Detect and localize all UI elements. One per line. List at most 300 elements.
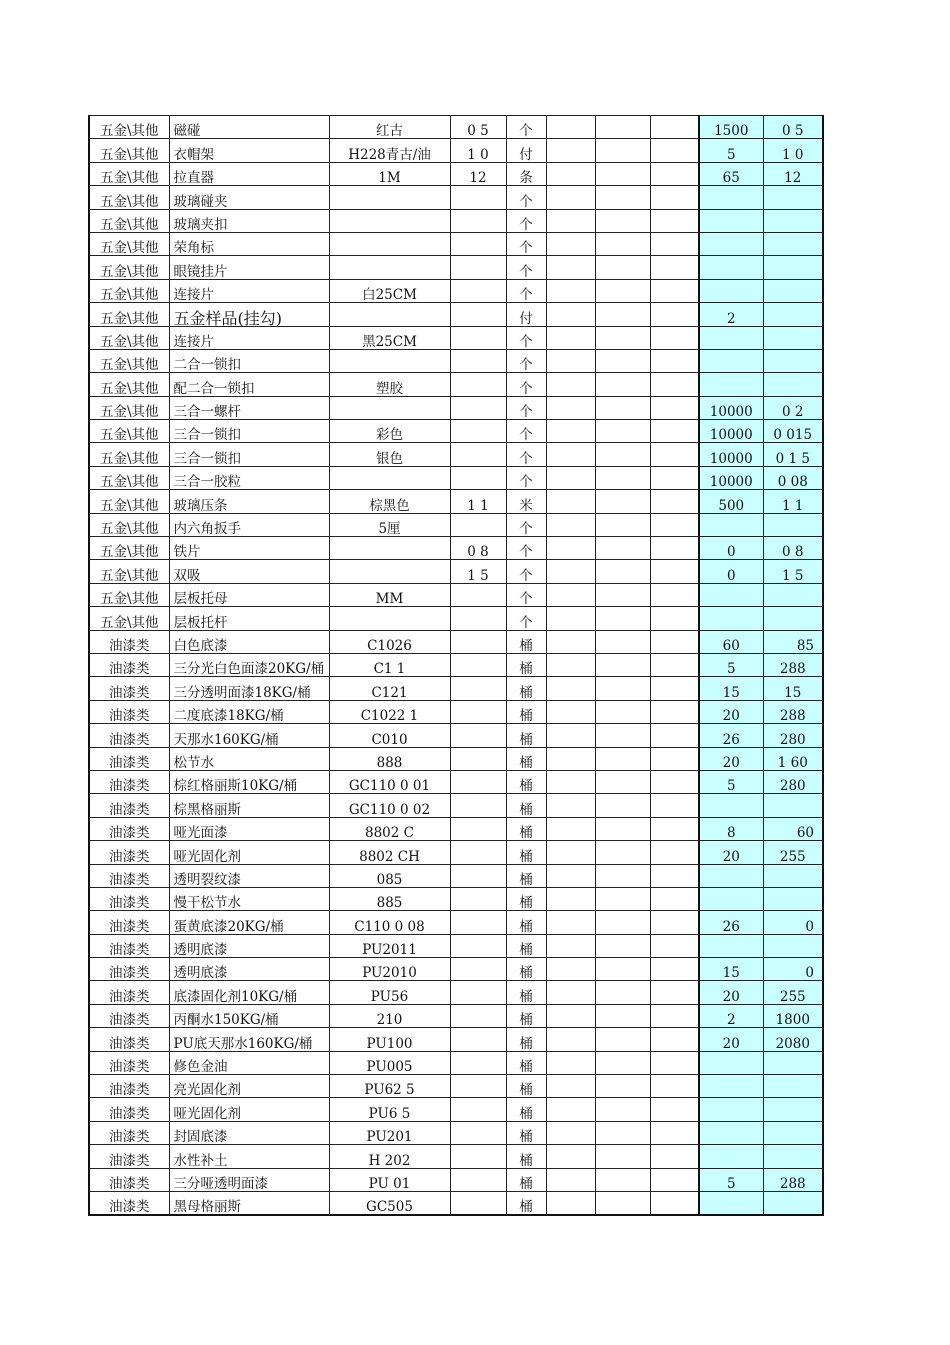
empty-cell[interactable]	[546, 1028, 595, 1051]
item-name-cell[interactable]: 修色金油	[169, 1051, 329, 1074]
item-name-cell[interactable]: 透明底漆	[169, 958, 329, 981]
empty-cell[interactable]	[650, 139, 699, 162]
spec-cell[interactable]: C1022 1	[329, 700, 450, 723]
empty-cell[interactable]	[595, 864, 650, 887]
number-cell[interactable]	[450, 724, 506, 747]
empty-cell[interactable]	[595, 583, 650, 606]
number-cell[interactable]	[450, 817, 506, 840]
item-name-cell[interactable]: 三分光白色面漆20KG/桶	[169, 653, 329, 676]
category-cell[interactable]: 油漆类	[89, 817, 169, 840]
spec-cell[interactable]: H 202	[329, 1145, 450, 1168]
empty-cell[interactable]	[595, 1191, 650, 1215]
price-cell[interactable]	[763, 1145, 823, 1168]
quantity-cell[interactable]	[699, 794, 763, 817]
item-name-cell[interactable]: 连接片	[169, 279, 329, 302]
empty-cell[interactable]	[595, 232, 650, 255]
quantity-cell[interactable]: 0	[699, 537, 763, 560]
unit-cell[interactable]: 桶	[506, 841, 546, 864]
unit-cell[interactable]: 个	[506, 256, 546, 279]
empty-cell[interactable]	[650, 162, 699, 185]
category-cell[interactable]: 油漆类	[89, 1121, 169, 1144]
number-cell[interactable]	[450, 934, 506, 957]
empty-cell[interactable]	[546, 1004, 595, 1027]
price-cell[interactable]	[763, 256, 823, 279]
empty-cell[interactable]	[546, 630, 595, 653]
item-name-cell[interactable]: 磁碰	[169, 116, 329, 139]
item-name-cell[interactable]: 亮光固化剂	[169, 1075, 329, 1098]
category-cell[interactable]: 五金\其他	[89, 466, 169, 489]
spec-cell[interactable]	[329, 209, 450, 232]
unit-cell[interactable]: 条	[506, 162, 546, 185]
empty-cell[interactable]	[546, 1098, 595, 1121]
empty-cell[interactable]	[546, 770, 595, 793]
quantity-cell[interactable]	[699, 349, 763, 372]
price-cell[interactable]: 0	[763, 911, 823, 934]
quantity-cell[interactable]: 2	[699, 303, 763, 326]
unit-cell[interactable]: 桶	[506, 1075, 546, 1098]
number-cell[interactable]	[450, 887, 506, 910]
spec-cell[interactable]: C1026	[329, 630, 450, 653]
item-name-cell[interactable]: 玻璃夹扣	[169, 209, 329, 232]
empty-cell[interactable]	[650, 186, 699, 209]
empty-cell[interactable]	[650, 349, 699, 372]
quantity-cell[interactable]: 20	[699, 841, 763, 864]
empty-cell[interactable]	[546, 186, 595, 209]
empty-cell[interactable]	[595, 724, 650, 747]
unit-cell[interactable]: 桶	[506, 1121, 546, 1144]
category-cell[interactable]: 油漆类	[89, 981, 169, 1004]
unit-cell[interactable]: 桶	[506, 1145, 546, 1168]
empty-cell[interactable]	[546, 560, 595, 583]
number-cell[interactable]	[450, 1098, 506, 1121]
item-name-cell[interactable]: 三合一螺杆	[169, 396, 329, 419]
number-cell[interactable]	[450, 1121, 506, 1144]
quantity-cell[interactable]	[699, 583, 763, 606]
unit-cell[interactable]: 桶	[506, 958, 546, 981]
spec-cell[interactable]: PU6 5	[329, 1098, 450, 1121]
empty-cell[interactable]	[546, 466, 595, 489]
unit-cell[interactable]: 桶	[506, 653, 546, 676]
number-cell[interactable]	[450, 466, 506, 489]
unit-cell[interactable]: 桶	[506, 1051, 546, 1074]
spec-cell[interactable]	[329, 232, 450, 255]
number-cell[interactable]	[450, 303, 506, 326]
number-cell[interactable]	[450, 841, 506, 864]
number-cell[interactable]	[450, 958, 506, 981]
unit-cell[interactable]: 桶	[506, 1028, 546, 1051]
item-name-cell[interactable]: PU底天那水160KG/桶	[169, 1028, 329, 1051]
unit-cell[interactable]: 桶	[506, 864, 546, 887]
spec-cell[interactable]	[329, 607, 450, 630]
number-cell[interactable]	[450, 349, 506, 372]
category-cell[interactable]: 五金\其他	[89, 443, 169, 466]
quantity-cell[interactable]: 0	[699, 560, 763, 583]
spec-cell[interactable]: 085	[329, 864, 450, 887]
empty-cell[interactable]	[650, 958, 699, 981]
spec-cell[interactable]: PU 01	[329, 1168, 450, 1191]
price-cell[interactable]	[763, 934, 823, 957]
spec-cell[interactable]: PU62 5	[329, 1075, 450, 1098]
unit-cell[interactable]: 桶	[506, 1191, 546, 1215]
category-cell[interactable]: 油漆类	[89, 1004, 169, 1027]
item-name-cell[interactable]: 白色底漆	[169, 630, 329, 653]
unit-cell[interactable]: 个	[506, 537, 546, 560]
empty-cell[interactable]	[546, 513, 595, 536]
price-cell[interactable]: 0 1 5	[763, 443, 823, 466]
empty-cell[interactable]	[595, 700, 650, 723]
item-name-cell[interactable]: 三合一锁扣	[169, 443, 329, 466]
spec-cell[interactable]: PU201	[329, 1121, 450, 1144]
unit-cell[interactable]: 个	[506, 279, 546, 302]
quantity-cell[interactable]: 500	[699, 490, 763, 513]
empty-cell[interactable]	[546, 747, 595, 770]
unit-cell[interactable]: 桶	[506, 1098, 546, 1121]
quantity-cell[interactable]: 26	[699, 911, 763, 934]
unit-cell[interactable]: 个	[506, 466, 546, 489]
price-cell[interactable]: 15	[763, 677, 823, 700]
empty-cell[interactable]	[546, 1191, 595, 1215]
empty-cell[interactable]	[546, 677, 595, 700]
number-cell[interactable]	[450, 209, 506, 232]
empty-cell[interactable]	[650, 373, 699, 396]
number-cell[interactable]	[450, 630, 506, 653]
item-name-cell[interactable]: 透明裂纹漆	[169, 864, 329, 887]
category-cell[interactable]: 五金\其他	[89, 537, 169, 560]
number-cell[interactable]	[450, 653, 506, 676]
quantity-cell[interactable]: 5	[699, 653, 763, 676]
empty-cell[interactable]	[595, 490, 650, 513]
category-cell[interactable]: 油漆类	[89, 1051, 169, 1074]
spec-cell[interactable]	[329, 303, 450, 326]
category-cell[interactable]: 油漆类	[89, 911, 169, 934]
quantity-cell[interactable]: 5	[699, 1168, 763, 1191]
unit-cell[interactable]: 个	[506, 513, 546, 536]
item-name-cell[interactable]: 水性补土	[169, 1145, 329, 1168]
item-name-cell[interactable]: 三分哑透明面漆	[169, 1168, 329, 1191]
item-name-cell[interactable]: 二度底漆18KG/桶	[169, 700, 329, 723]
category-cell[interactable]: 五金\其他	[89, 373, 169, 396]
item-name-cell[interactable]: 双吸	[169, 560, 329, 583]
price-cell[interactable]	[763, 232, 823, 255]
price-cell[interactable]	[763, 1075, 823, 1098]
item-name-cell[interactable]: 层板托杆	[169, 607, 329, 630]
empty-cell[interactable]	[650, 303, 699, 326]
item-name-cell[interactable]: 玻璃压条	[169, 490, 329, 513]
unit-cell[interactable]: 桶	[506, 911, 546, 934]
empty-cell[interactable]	[650, 794, 699, 817]
empty-cell[interactable]	[650, 1191, 699, 1215]
empty-cell[interactable]	[650, 817, 699, 840]
number-cell[interactable]	[450, 700, 506, 723]
item-name-cell[interactable]: 天那水160KG/桶	[169, 724, 329, 747]
category-cell[interactable]: 油漆类	[89, 934, 169, 957]
empty-cell[interactable]	[546, 1121, 595, 1144]
spec-cell[interactable]: 棕黑色	[329, 490, 450, 513]
item-name-cell[interactable]: 棕黑格丽斯	[169, 794, 329, 817]
category-cell[interactable]: 五金\其他	[89, 279, 169, 302]
unit-cell[interactable]: 桶	[506, 887, 546, 910]
unit-cell[interactable]: 付	[506, 139, 546, 162]
item-name-cell[interactable]: 二合一锁扣	[169, 349, 329, 372]
quantity-cell[interactable]: 26	[699, 724, 763, 747]
unit-cell[interactable]: 个	[506, 560, 546, 583]
empty-cell[interactable]	[546, 607, 595, 630]
unit-cell[interactable]: 个	[506, 232, 546, 255]
empty-cell[interactable]	[595, 443, 650, 466]
empty-cell[interactable]	[650, 770, 699, 793]
spec-cell[interactable]: PU005	[329, 1051, 450, 1074]
empty-cell[interactable]	[546, 934, 595, 957]
empty-cell[interactable]	[595, 537, 650, 560]
spec-cell[interactable]: 8802 CH	[329, 841, 450, 864]
category-cell[interactable]: 五金\其他	[89, 186, 169, 209]
price-cell[interactable]	[763, 1121, 823, 1144]
spec-cell[interactable]: 8802 C	[329, 817, 450, 840]
number-cell[interactable]	[450, 1075, 506, 1098]
category-cell[interactable]: 油漆类	[89, 887, 169, 910]
price-cell[interactable]: 1 1	[763, 490, 823, 513]
quantity-cell[interactable]: 10000	[699, 466, 763, 489]
unit-cell[interactable]: 桶	[506, 817, 546, 840]
category-cell[interactable]: 油漆类	[89, 1168, 169, 1191]
number-cell[interactable]	[450, 232, 506, 255]
spec-cell[interactable]: PU56	[329, 981, 450, 1004]
price-cell[interactable]	[763, 887, 823, 910]
empty-cell[interactable]	[650, 724, 699, 747]
quantity-cell[interactable]: 60	[699, 630, 763, 653]
number-cell[interactable]	[450, 396, 506, 419]
price-cell[interactable]	[763, 303, 823, 326]
category-cell[interactable]: 油漆类	[89, 1145, 169, 1168]
item-name-cell[interactable]: 封固底漆	[169, 1121, 329, 1144]
price-cell[interactable]: 1800	[763, 1004, 823, 1027]
empty-cell[interactable]	[546, 1075, 595, 1098]
spec-cell[interactable]: PU2011	[329, 934, 450, 957]
empty-cell[interactable]	[546, 373, 595, 396]
empty-cell[interactable]	[650, 466, 699, 489]
number-cell[interactable]	[450, 1051, 506, 1074]
spec-cell[interactable]: 210	[329, 1004, 450, 1027]
number-cell[interactable]	[450, 911, 506, 934]
empty-cell[interactable]	[650, 1168, 699, 1191]
empty-cell[interactable]	[595, 209, 650, 232]
quantity-cell[interactable]: 2	[699, 1004, 763, 1027]
spec-cell[interactable]: 彩色	[329, 420, 450, 443]
number-cell[interactable]	[450, 420, 506, 443]
number-cell[interactable]	[450, 747, 506, 770]
unit-cell[interactable]: 个	[506, 396, 546, 419]
quantity-cell[interactable]: 65	[699, 162, 763, 185]
empty-cell[interactable]	[650, 279, 699, 302]
spec-cell[interactable]: 塑胶	[329, 373, 450, 396]
category-cell[interactable]: 油漆类	[89, 958, 169, 981]
price-cell[interactable]: 255	[763, 841, 823, 864]
empty-cell[interactable]	[595, 303, 650, 326]
quantity-cell[interactable]	[699, 887, 763, 910]
spec-cell[interactable]	[329, 256, 450, 279]
empty-cell[interactable]	[595, 677, 650, 700]
unit-cell[interactable]: 付	[506, 303, 546, 326]
unit-cell[interactable]: 桶	[506, 630, 546, 653]
unit-cell[interactable]: 桶	[506, 794, 546, 817]
item-name-cell[interactable]: 透明底漆	[169, 934, 329, 957]
category-cell[interactable]: 五金\其他	[89, 560, 169, 583]
empty-cell[interactable]	[546, 396, 595, 419]
empty-cell[interactable]	[595, 747, 650, 770]
spec-cell[interactable]: 黑25CM	[329, 326, 450, 349]
number-cell[interactable]	[450, 1145, 506, 1168]
unit-cell[interactable]: 个	[506, 326, 546, 349]
empty-cell[interactable]	[595, 981, 650, 1004]
unit-cell[interactable]: 个	[506, 209, 546, 232]
empty-cell[interactable]	[546, 583, 595, 606]
number-cell[interactable]: 1 5	[450, 560, 506, 583]
empty-cell[interactable]	[650, 630, 699, 653]
unit-cell[interactable]: 个	[506, 349, 546, 372]
price-cell[interactable]	[763, 864, 823, 887]
quantity-cell[interactable]	[699, 232, 763, 255]
quantity-cell[interactable]: 20	[699, 1028, 763, 1051]
empty-cell[interactable]	[595, 560, 650, 583]
spec-cell[interactable]: C1 1	[329, 653, 450, 676]
category-cell[interactable]: 五金\其他	[89, 162, 169, 185]
empty-cell[interactable]	[546, 700, 595, 723]
number-cell[interactable]	[450, 1168, 506, 1191]
empty-cell[interactable]	[546, 349, 595, 372]
empty-cell[interactable]	[595, 162, 650, 185]
empty-cell[interactable]	[595, 1098, 650, 1121]
item-name-cell[interactable]: 松节水	[169, 747, 329, 770]
empty-cell[interactable]	[595, 630, 650, 653]
empty-cell[interactable]	[650, 1145, 699, 1168]
spec-cell[interactable]: 888	[329, 747, 450, 770]
empty-cell[interactable]	[595, 513, 650, 536]
empty-cell[interactable]	[595, 396, 650, 419]
unit-cell[interactable]: 个	[506, 443, 546, 466]
category-cell[interactable]: 油漆类	[89, 1191, 169, 1215]
price-cell[interactable]	[763, 794, 823, 817]
empty-cell[interactable]	[650, 747, 699, 770]
empty-cell[interactable]	[650, 1121, 699, 1144]
spec-cell[interactable]	[329, 537, 450, 560]
quantity-cell[interactable]	[699, 1051, 763, 1074]
empty-cell[interactable]	[650, 607, 699, 630]
empty-cell[interactable]	[650, 396, 699, 419]
unit-cell[interactable]: 个	[506, 186, 546, 209]
empty-cell[interactable]	[595, 1121, 650, 1144]
empty-cell[interactable]	[650, 887, 699, 910]
empty-cell[interactable]	[595, 349, 650, 372]
quantity-cell[interactable]	[699, 326, 763, 349]
quantity-cell[interactable]: 8	[699, 817, 763, 840]
empty-cell[interactable]	[650, 841, 699, 864]
quantity-cell[interactable]	[699, 279, 763, 302]
item-name-cell[interactable]: 玻璃碰夹	[169, 186, 329, 209]
price-cell[interactable]: 1 5	[763, 560, 823, 583]
empty-cell[interactable]	[595, 887, 650, 910]
empty-cell[interactable]	[595, 1051, 650, 1074]
empty-cell[interactable]	[546, 864, 595, 887]
price-cell[interactable]	[763, 1098, 823, 1121]
empty-cell[interactable]	[595, 373, 650, 396]
spec-cell[interactable]: 红古	[329, 116, 450, 139]
category-cell[interactable]: 油漆类	[89, 770, 169, 793]
empty-cell[interactable]	[650, 1028, 699, 1051]
price-cell[interactable]: 280	[763, 724, 823, 747]
price-cell[interactable]	[763, 326, 823, 349]
category-cell[interactable]: 五金\其他	[89, 396, 169, 419]
quantity-cell[interactable]	[699, 864, 763, 887]
unit-cell[interactable]: 个	[506, 583, 546, 606]
quantity-cell[interactable]: 20	[699, 700, 763, 723]
category-cell[interactable]: 五金\其他	[89, 139, 169, 162]
empty-cell[interactable]	[546, 232, 595, 255]
price-cell[interactable]: 0 015	[763, 420, 823, 443]
quantity-cell[interactable]	[699, 1145, 763, 1168]
item-name-cell[interactable]: 拉直器	[169, 162, 329, 185]
quantity-cell[interactable]	[699, 373, 763, 396]
number-cell[interactable]	[450, 864, 506, 887]
empty-cell[interactable]	[546, 981, 595, 1004]
category-cell[interactable]: 油漆类	[89, 794, 169, 817]
price-cell[interactable]: 288	[763, 1168, 823, 1191]
empty-cell[interactable]	[595, 934, 650, 957]
price-cell[interactable]: 288	[763, 700, 823, 723]
category-cell[interactable]: 油漆类	[89, 677, 169, 700]
price-cell[interactable]	[763, 349, 823, 372]
number-cell[interactable]: 0 5	[450, 116, 506, 139]
quantity-cell[interactable]	[699, 186, 763, 209]
price-cell[interactable]: 288	[763, 653, 823, 676]
quantity-cell[interactable]	[699, 607, 763, 630]
price-cell[interactable]: 0	[763, 958, 823, 981]
price-cell[interactable]: 0 5	[763, 116, 823, 139]
number-cell[interactable]	[450, 1028, 506, 1051]
category-cell[interactable]: 油漆类	[89, 1075, 169, 1098]
category-cell[interactable]: 五金\其他	[89, 209, 169, 232]
quantity-cell[interactable]: 15	[699, 677, 763, 700]
empty-cell[interactable]	[650, 583, 699, 606]
price-cell[interactable]	[763, 513, 823, 536]
price-cell[interactable]: 0 8	[763, 537, 823, 560]
empty-cell[interactable]	[595, 466, 650, 489]
empty-cell[interactable]	[650, 490, 699, 513]
empty-cell[interactable]	[546, 162, 595, 185]
quantity-cell[interactable]: 5	[699, 139, 763, 162]
item-name-cell[interactable]: 哑光面漆	[169, 817, 329, 840]
price-cell[interactable]: 1 60	[763, 747, 823, 770]
number-cell[interactable]	[450, 770, 506, 793]
unit-cell[interactable]: 桶	[506, 700, 546, 723]
number-cell[interactable]	[450, 981, 506, 1004]
quantity-cell[interactable]	[699, 256, 763, 279]
empty-cell[interactable]	[595, 186, 650, 209]
spec-cell[interactable]: GC110 0 02	[329, 794, 450, 817]
spec-cell[interactable]	[329, 560, 450, 583]
empty-cell[interactable]	[546, 958, 595, 981]
category-cell[interactable]: 油漆类	[89, 653, 169, 676]
empty-cell[interactable]	[546, 794, 595, 817]
unit-cell[interactable]: 个	[506, 607, 546, 630]
quantity-cell[interactable]	[699, 1075, 763, 1098]
quantity-cell[interactable]	[699, 209, 763, 232]
category-cell[interactable]: 五金\其他	[89, 116, 169, 139]
spec-cell[interactable]: C010	[329, 724, 450, 747]
empty-cell[interactable]	[650, 537, 699, 560]
category-cell[interactable]: 油漆类	[89, 724, 169, 747]
empty-cell[interactable]	[546, 1168, 595, 1191]
empty-cell[interactable]	[546, 139, 595, 162]
